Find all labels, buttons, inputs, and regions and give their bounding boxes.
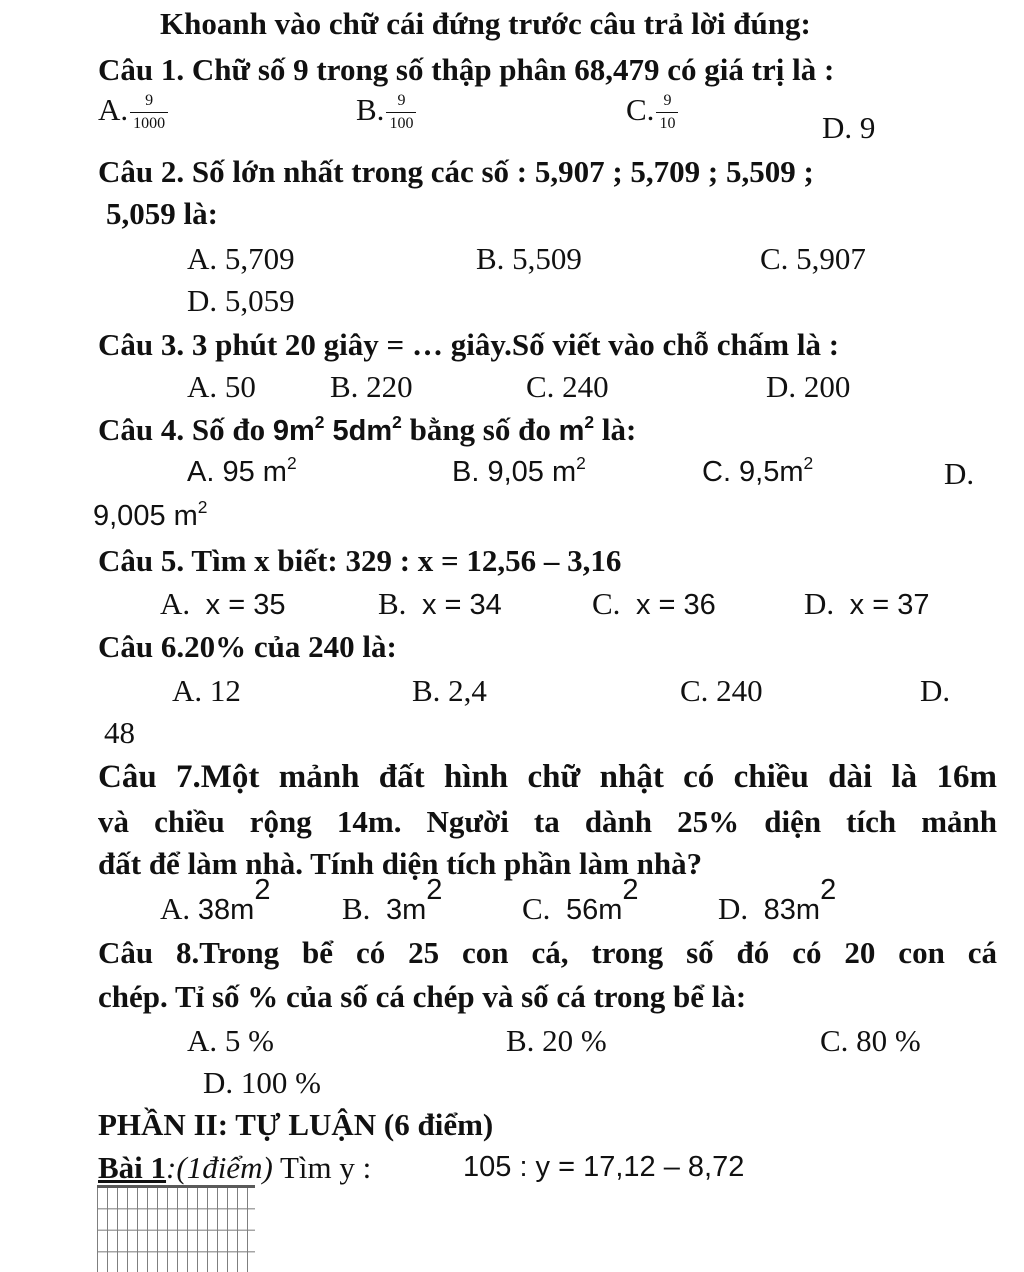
q5-option-c: C. x = 36 bbox=[592, 586, 716, 621]
q3-option-b: B. 220 bbox=[330, 369, 413, 404]
q6-option-c: C. 240 bbox=[680, 673, 763, 708]
q7-line1: Câu 7.Một mảnh đất hình chữ nhật có chiều dài là 16m bbox=[98, 759, 997, 795]
q5-option-b: B. x = 34 bbox=[378, 586, 502, 621]
q7-line2: và chiều rộng 14m. Người ta dành 25% diện tích mảnh bbox=[98, 804, 997, 839]
q4-option-c: C. $9,5m^2$ bbox=[702, 452, 814, 488]
q4-option-b: B. 9,05 $m^2$ bbox=[452, 452, 586, 488]
q5-option-a: A. x = 35 bbox=[160, 586, 286, 621]
bai1-line: Bài 1:(1điểm) Tìm y : bbox=[98, 1150, 372, 1185]
q5-question: Câu 5. Tìm x biết: 329 : x = 12,56 – 3,16 bbox=[98, 543, 622, 578]
q1-option-d: D. 9 bbox=[822, 110, 876, 145]
q2-option-d: D. 5,059 bbox=[187, 283, 295, 318]
q6-option-d-value: 48 bbox=[104, 715, 135, 750]
q4-option-d-value: 9,005 $m^2$ bbox=[93, 496, 208, 532]
q6-question: Câu 6.20% của 240 là: bbox=[98, 629, 397, 664]
q6-option-b: B. 2,4 bbox=[412, 673, 487, 708]
q3-option-c: C. 240 bbox=[526, 369, 609, 404]
q3-option-d: D. 200 bbox=[766, 369, 851, 404]
q8-option-d: D. 100 % bbox=[203, 1065, 321, 1100]
q7-option-a: A. $38m^2$ bbox=[160, 873, 271, 926]
q4-option-a: A. 95 $m^2$ bbox=[187, 452, 297, 488]
q8-option-b: B. 20 % bbox=[506, 1023, 607, 1058]
instruction: Khoanh vào chữ cái đứng trước câu trả lời đúng: bbox=[160, 6, 811, 41]
q7-option-b: B. $3m^2$ bbox=[342, 873, 443, 926]
q5-option-d: D. x = 37 bbox=[804, 586, 930, 621]
q7-option-d: D. $83m^2$ bbox=[718, 873, 837, 926]
q1-option-c: C. $\frac{9}{10}$ bbox=[626, 92, 678, 134]
q8-line2: chép. Tỉ số % của số cá chép và số cá trong bể là: bbox=[98, 979, 747, 1014]
q2-option-a: A. 5,709 bbox=[187, 241, 295, 276]
q1-option-a: A. $\frac{9}{1000}$ bbox=[98, 92, 168, 134]
q1-option-b: B. $\frac{9}{100}$ bbox=[356, 92, 416, 134]
q4-option-d-label: D. bbox=[944, 456, 975, 491]
part2-title: PHẦN II: TỰ LUẬN (6 điểm) bbox=[98, 1107, 494, 1142]
q2-question-line2: 5,059 là: bbox=[106, 196, 218, 231]
q1-question: Câu 1. Chữ số 9 trong số thập phân 68,479 có giá trị là : bbox=[98, 52, 835, 87]
q3-option-a: A. 50 bbox=[187, 369, 256, 404]
q6-option-d-label: D. bbox=[920, 673, 951, 708]
q6-option-a: A. 12 bbox=[172, 673, 241, 708]
q3-question: Câu 3. 3 phút 20 giây = … giây.Số viết vào chỗ chấm là : bbox=[98, 327, 840, 362]
q2-option-b: B. 5,509 bbox=[476, 241, 582, 276]
answer-dotted-lines bbox=[97, 1185, 255, 1272]
q8-option-a: A. 5 % bbox=[187, 1023, 274, 1058]
q2-question-line1: Câu 2. Số lớn nhất trong các số : 5,907 ; 5,709 ; 5,509 ; bbox=[98, 154, 814, 189]
q8-line1: Câu 8.Trong bể có 25 con cá, trong số đó có 20 con cá bbox=[98, 935, 997, 970]
q2-option-c: C. 5,907 bbox=[760, 241, 866, 276]
q7-line3: đất để làm nhà. Tính diện tích phần làm nhà? bbox=[98, 846, 703, 881]
q8-option-c: C. 80 % bbox=[820, 1023, 921, 1058]
bai1-expression: 105 : y = 17,12 – 8,72 bbox=[463, 1151, 745, 1183]
q7-option-c: C. $56m^2$ bbox=[522, 873, 639, 926]
q4-question: Câu 4. Số đo $9m^2$ $5dm^2$ bằng số đo $m^2$ là: bbox=[98, 411, 637, 447]
